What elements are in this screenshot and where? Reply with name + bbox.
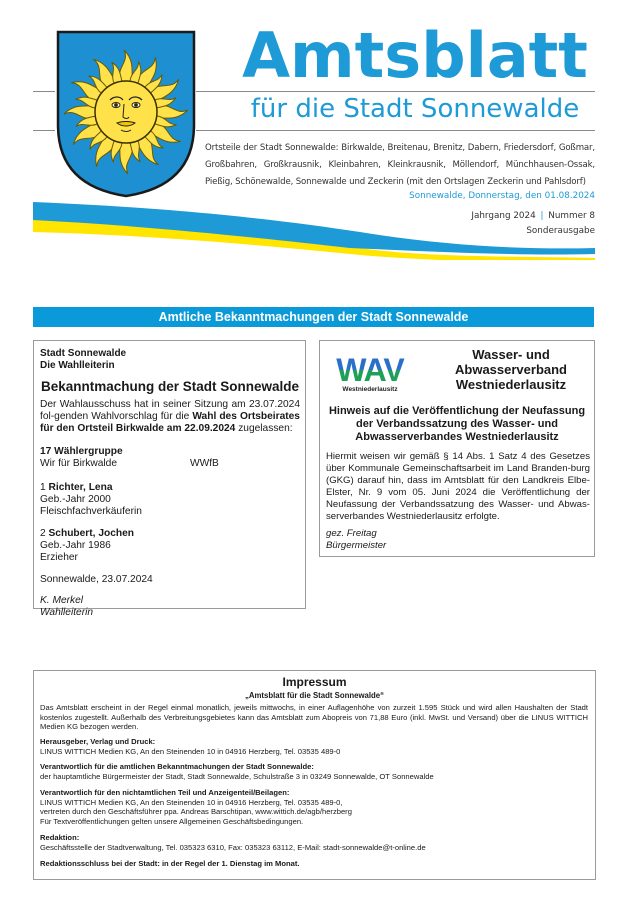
- section-line: LINUS WITTICH Medien KG, An den Steinenden 10 in 04916 Herzberg, Tel. 03535 489-0: [40, 746, 341, 756]
- newspaper-subtitle: für die Stadt Sonnewalde: [250, 94, 580, 124]
- rule-left-top: [33, 91, 55, 92]
- section-heading: Herausgeber, Verlag und Druck:: [40, 737, 156, 746]
- district-list: Ortsteile der Stadt Sonnewalde: Birkwalde, Breitenau, Brenitz, Dabern, Friedersdorf, Goßmar, Großbahren, Großkrausnik, Kleinbahren, Kleinkrausnik, Möllendorf, Münchhausen-Ossak, Pießig, Schönewalde, Sonnewalde und Zeckerin (mit den Ortslagen Zeckerin und Pahlsdorf): [205, 143, 595, 187]
- intro-end: zugelassen:: [238, 423, 293, 434]
- voter-group: [40, 446, 300, 470]
- wav-notice: [319, 340, 595, 557]
- candidate-number: 2: [40, 528, 46, 539]
- group-name: Wir für Birkwalde: [40, 458, 117, 469]
- heading-line-1: Hinweis auf die Veröffentlichung der Neufassung: [328, 405, 586, 417]
- signer-role: Wahlleiterin: [40, 607, 94, 618]
- org-line-3: Westniederlausitz: [455, 377, 567, 392]
- place-date: Sonnewalde, 23.07.2024: [40, 574, 153, 585]
- volume-label: Jahrgang 2024: [471, 211, 536, 221]
- notice-heading: Bekanntmachung der Stadt Sonnewalde: [40, 379, 300, 394]
- wav-logo-text: WAV: [336, 352, 404, 388]
- issue-separator: |: [540, 211, 544, 221]
- signer-name: K. Merkel: [40, 595, 84, 606]
- impressum-section-official: [40, 762, 588, 781]
- edition-label: Sonderausgabe: [526, 226, 595, 236]
- issuer: [40, 348, 300, 372]
- candidate-birth: Geb.-Jahr 2000: [40, 494, 111, 505]
- intro-text: Der Wahlausschuss hat in seiner Sitzung am 23.07.2024 fol-genden Wahlvorschlag für die: [40, 399, 300, 422]
- issuer-line-1: Stadt Sonnewalde: [40, 348, 127, 359]
- wav-logo-icon: [330, 351, 410, 395]
- section-line: LINUS WITTICH Medien KG, An den Steinenden 10 in 04916 Herzberg, Tel. 03535 489-0,: [40, 797, 343, 807]
- group-abbreviation: WWfB: [190, 458, 219, 469]
- sun-coat-of-arms-icon: [56, 30, 196, 198]
- impressum-box: [33, 670, 596, 880]
- candidate-1: [40, 482, 300, 518]
- election-notice: [33, 340, 306, 618]
- candidate-job: Fleischfachverkäuferin: [40, 506, 142, 517]
- issue-number: Nummer 8: [548, 211, 595, 221]
- signature: [40, 595, 300, 619]
- candidate-birth: Geb.-Jahr 1986: [40, 540, 111, 551]
- newspaper-title: Amtsblatt: [242, 19, 588, 92]
- editorial-deadline: Redaktionsschluss bei der Stadt: in der Regel der 1. Dienstag im Monat.: [40, 859, 300, 868]
- section-banner: Amtliche Bekanntmachungen der Stadt Sonnewalde: [33, 307, 594, 327]
- heading-line-3: Abwasserverbandes Westniederlausitz: [355, 431, 559, 443]
- impressum-section-editorial: [40, 833, 588, 852]
- group-title: 17 Wählergruppe: [40, 446, 123, 457]
- wav-signature: [326, 528, 590, 552]
- notice-intro: [40, 399, 300, 435]
- section-line: vertreten durch den Geschäftsführer ppa. Andreas Barschtipan, www.wittich.de/agb/herzberg: [40, 807, 352, 816]
- issue-date: Sonnewalde, Donnerstag, den 01.08.2024: [409, 191, 595, 201]
- candidate-name: Schubert, Jochen: [48, 528, 134, 539]
- org-line-2: Abwasserverband: [455, 362, 567, 377]
- section-line: der hauptamtliche Bürgermeister der Stadt, Stadt Sonnewalde, Schulstraße 3 in 03249 Sonnewalde, OT Sonnewalde: [40, 771, 434, 781]
- wav-notice-heading: [324, 405, 590, 444]
- impressum-intro: Das Amtsblatt erscheint in der Regel einmal monatlich, jeweils mittwochs, in einer Auflagenhöhe von zurzeit 1.595 Stück und wird allen Haushalten der Stadt kostenlos zugestellt. Außerhalb des Verbreitungsgebietes kann das Amtsblatt zum Abopreis von 71,88 Euro (inkl. MwSt. und Versand) über die LINUS WITTICH Medien KG bezogen werden.: [40, 703, 588, 731]
- wav-org-name: [436, 347, 586, 392]
- wav-notice-body: Hiermit weisen wir gemäß § 14 Abs. 1 Satz 4 des Gesetzes über Kommunale Gemeinschaftsarbeit im Land Branden-burg (GKG) darauf hin, dass im Amtsblatt für den Landkreis Elbe-Elster, Nr. 9 vom 05. Juni 2024 die Veröffentlichung der Neufassung der Verbandssatzung des Wasser- und Abwas-serverbandes Westniederlausitz erfolgte.: [326, 451, 590, 522]
- section-line: Für Textveröffentlichungen gelten unsere Allgemeinen Geschäftsbedingungen.: [40, 816, 304, 826]
- section-heading: Verantwortlich für die amtlichen Bekanntmachungen der Stadt Sonnewalde:: [40, 762, 314, 771]
- impressum-subtitle: „Amtsblatt für die Stadt Sonnewalde“: [244, 691, 385, 700]
- candidate-name: Richter, Lena: [48, 482, 113, 493]
- signer-name: gez. Freitag: [326, 528, 377, 539]
- impressum-section-publisher: [40, 737, 588, 756]
- issue-info: [471, 209, 595, 239]
- section-heading: Verantwortlich für den nichtamtlichen Teil und Anzeigenteil/Beilagen:: [40, 788, 290, 797]
- candidate-number: 1: [40, 482, 46, 493]
- candidate-job: Erzieher: [40, 552, 78, 563]
- wav-logo-subtext: Westniederlausitz: [342, 386, 398, 393]
- section-heading: Redaktion:: [40, 833, 80, 842]
- impressum-title: Impressum: [282, 675, 347, 689]
- impressum-section-nonofficial: [40, 788, 588, 826]
- rule-right-bottom: [196, 130, 595, 131]
- heading-line-2: der Verbandssatzung des Wasser- und: [356, 418, 558, 430]
- rule-left-bottom: [33, 130, 55, 131]
- org-line-1: Wasser- und: [472, 347, 550, 362]
- signer-role: Bürgermeister: [326, 540, 387, 551]
- intro-bold: Wahl des Ortsbeirates für den Ortsteil Birkwalde am 22.09.2024: [40, 411, 300, 434]
- section-line: Geschäftsstelle der Stadtverwaltung, Tel. 035323 6310, Fax: 035323 63112, E-Mail: stadt-sonnewalde@t-online.de: [40, 842, 426, 852]
- issuer-line-2: Die Wahlleiterin: [40, 360, 115, 371]
- candidate-2: [40, 528, 300, 564]
